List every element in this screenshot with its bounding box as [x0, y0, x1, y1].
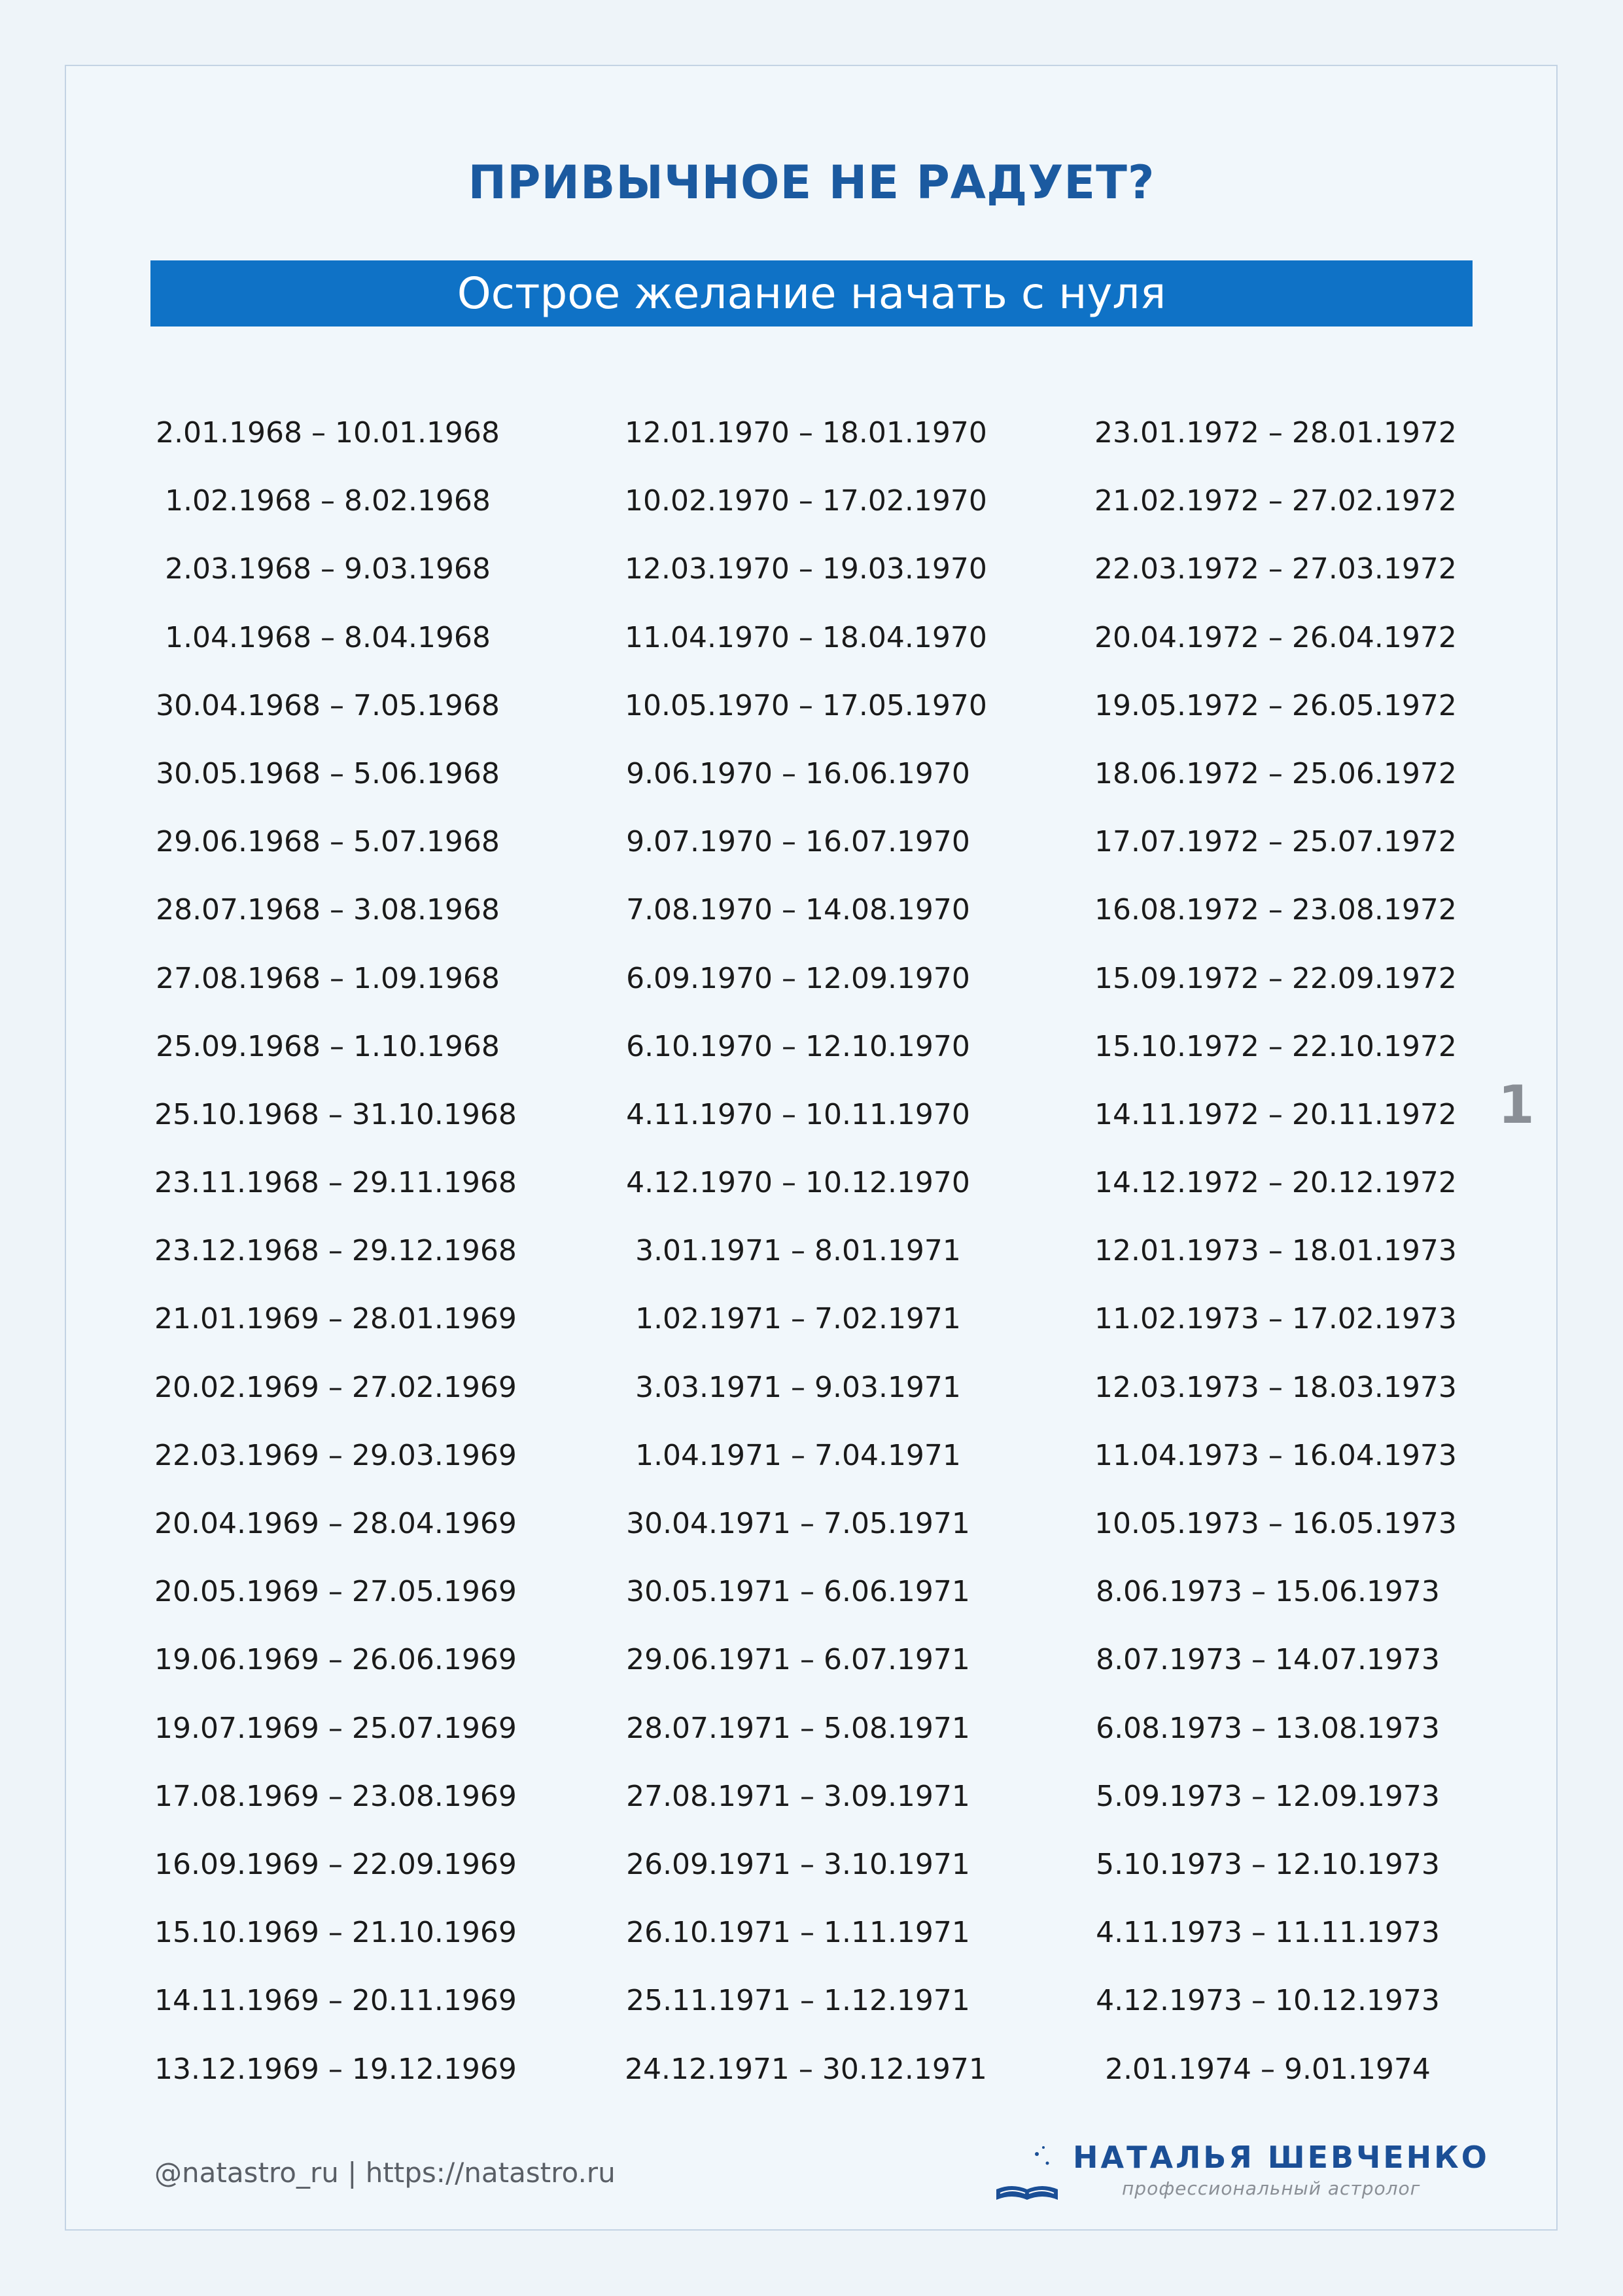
- date-range: 10.05.1970 – 17.05.1970: [625, 688, 987, 722]
- date-range: 3.01.1971 – 8.01.1971: [635, 1234, 961, 1268]
- date-range: 11.04.1970 – 18.04.1970: [625, 620, 987, 654]
- date-range: 3.03.1971 – 9.03.1971: [635, 1370, 961, 1404]
- date-range: 20.04.1969 – 28.04.1969: [154, 1507, 517, 1540]
- date-range: 2.01.1974 – 9.01.1974: [1105, 2052, 1431, 2086]
- date-range: 29.06.1971 – 6.07.1971: [626, 1643, 970, 1677]
- date-range: 4.12.1970 – 10.12.1970: [626, 1166, 970, 1200]
- date-range: 12.03.1970 – 19.03.1970: [625, 552, 987, 586]
- date-range: 6.10.1970 – 12.10.1970: [626, 1029, 970, 1063]
- date-range: 14.12.1972 – 20.12.1972: [1094, 1166, 1457, 1200]
- date-range: 8.07.1973 – 14.07.1973: [1096, 1643, 1440, 1677]
- date-range: 11.04.1973 – 16.04.1973: [1094, 1438, 1457, 1472]
- date-range: 28.07.1968 – 3.08.1968: [156, 893, 500, 927]
- date-range: 2.03.1968 – 9.03.1968: [165, 552, 491, 586]
- date-column-1968-1969: [154, 410, 517, 2114]
- date-range: 21.02.1972 – 27.02.1972: [1094, 484, 1457, 518]
- date-range: 30.05.1971 – 6.06.1971: [626, 1575, 970, 1609]
- date-range: 4.11.1973 – 11.11.1973: [1096, 1916, 1440, 1950]
- date-range: 6.09.1970 – 12.09.1970: [626, 961, 970, 995]
- date-range: 9.06.1970 – 16.06.1970: [626, 756, 970, 790]
- date-range: 19.07.1969 – 25.07.1969: [154, 1711, 517, 1745]
- date-range: 1.04.1971 – 7.04.1971: [635, 1438, 961, 1472]
- date-range: 28.07.1971 – 5.08.1971: [626, 1711, 970, 1745]
- date-range: 12.01.1970 – 18.01.1970: [625, 416, 987, 450]
- logo-tagline: профессиональный астролог: [1122, 2178, 1421, 2199]
- date-range: 23.12.1968 – 29.12.1968: [154, 1234, 517, 1268]
- author-logo: [991, 2134, 1488, 2206]
- date-range: 27.08.1971 – 3.09.1971: [626, 1779, 970, 1813]
- date-column-1972-1974: [1094, 410, 1457, 2114]
- date-range: 1.04.1968 – 8.04.1968: [165, 620, 491, 654]
- date-range: 19.05.1972 – 26.05.1972: [1094, 688, 1457, 722]
- date-range: 14.11.1969 – 20.11.1969: [154, 1984, 517, 2018]
- date-range: 23.01.1972 – 28.01.1972: [1094, 416, 1457, 450]
- footer-contacts[interactable]: @natastro_ru | https://natastro.ru: [154, 2157, 616, 2189]
- page-number: 1: [1498, 1074, 1535, 1135]
- moon-book-icon: [991, 2141, 1063, 2206]
- date-range: 12.03.1973 – 18.03.1973: [1094, 1370, 1457, 1404]
- date-range: 16.08.1972 – 23.08.1972: [1094, 893, 1457, 927]
- date-range: 27.08.1968 – 1.09.1968: [156, 961, 500, 995]
- date-range: 30.04.1971 – 7.05.1971: [626, 1507, 970, 1540]
- date-range: 22.03.1969 – 29.03.1969: [154, 1438, 517, 1472]
- date-range: 19.06.1969 – 26.06.1969: [154, 1643, 517, 1677]
- date-range: 7.08.1970 – 14.08.1970: [626, 893, 970, 927]
- date-column-1970-1971: [625, 410, 987, 2114]
- page-title: ПРИВЫЧНОЕ НЕ РАДУЕТ?: [468, 156, 1155, 209]
- date-range: 23.11.1968 – 29.11.1968: [154, 1166, 517, 1200]
- date-range: 1.02.1971 – 7.02.1971: [635, 1302, 961, 1336]
- date-range: 29.06.1968 – 5.07.1968: [156, 825, 500, 859]
- date-range: 25.10.1968 – 31.10.1968: [154, 1097, 517, 1131]
- date-range: 15.09.1972 – 22.09.1972: [1094, 961, 1457, 995]
- date-range: 18.06.1972 – 25.06.1972: [1094, 756, 1457, 790]
- date-range: 4.12.1973 – 10.12.1973: [1096, 1984, 1440, 2018]
- subtitle-banner: [150, 260, 1473, 327]
- date-range: 15.10.1972 – 22.10.1972: [1094, 1029, 1457, 1063]
- date-range: 25.11.1971 – 1.12.1971: [626, 1984, 970, 2018]
- date-range: 12.01.1973 – 18.01.1973: [1094, 1234, 1457, 1268]
- date-range: 14.11.1972 – 20.11.1972: [1094, 1097, 1457, 1131]
- date-range: 10.05.1973 – 16.05.1973: [1094, 1507, 1457, 1540]
- date-range: 11.02.1973 – 17.02.1973: [1094, 1302, 1457, 1336]
- date-range: 9.07.1970 – 16.07.1970: [626, 825, 970, 859]
- date-range: 16.09.1969 – 22.09.1969: [154, 1847, 517, 1881]
- date-range: 20.05.1969 – 27.05.1969: [154, 1575, 517, 1609]
- date-range: 5.10.1973 – 12.10.1973: [1096, 1847, 1440, 1881]
- subtitle-text: Острое желание начать с нуля: [457, 268, 1166, 319]
- date-range: 2.01.1968 – 10.01.1968: [156, 416, 500, 450]
- date-range: 10.02.1970 – 17.02.1970: [625, 484, 987, 518]
- date-range: 6.08.1973 – 13.08.1973: [1096, 1711, 1440, 1745]
- date-range: 13.12.1969 – 19.12.1969: [154, 2052, 517, 2086]
- date-range: 4.11.1970 – 10.11.1970: [626, 1097, 970, 1131]
- date-range: 17.07.1972 – 25.07.1972: [1094, 825, 1457, 859]
- date-range: 26.10.1971 – 1.11.1971: [626, 1916, 970, 1950]
- date-range: 8.06.1973 – 15.06.1973: [1096, 1575, 1440, 1609]
- date-range: 20.04.1972 – 26.04.1972: [1094, 620, 1457, 654]
- date-range: 26.09.1971 – 3.10.1971: [626, 1847, 970, 1881]
- date-range: 30.04.1968 – 7.05.1968: [156, 688, 500, 722]
- date-range: 5.09.1973 – 12.09.1973: [1096, 1779, 1440, 1813]
- logo-name: НАТАЛЬЯ ШЕВЧЕНКО: [1073, 2140, 1490, 2175]
- date-range: 20.02.1969 – 27.02.1969: [154, 1370, 517, 1404]
- date-range: 25.09.1968 – 1.10.1968: [156, 1029, 500, 1063]
- date-range: 24.12.1971 – 30.12.1971: [625, 2052, 987, 2086]
- date-range: 17.08.1969 – 23.08.1969: [154, 1779, 517, 1813]
- date-range: 22.03.1972 – 27.03.1972: [1094, 552, 1457, 586]
- date-range: 21.01.1969 – 28.01.1969: [154, 1302, 517, 1336]
- date-range: 1.02.1968 – 8.02.1968: [165, 484, 491, 518]
- date-range: 15.10.1969 – 21.10.1969: [154, 1916, 517, 1950]
- date-range: 30.05.1968 – 5.06.1968: [156, 756, 500, 790]
